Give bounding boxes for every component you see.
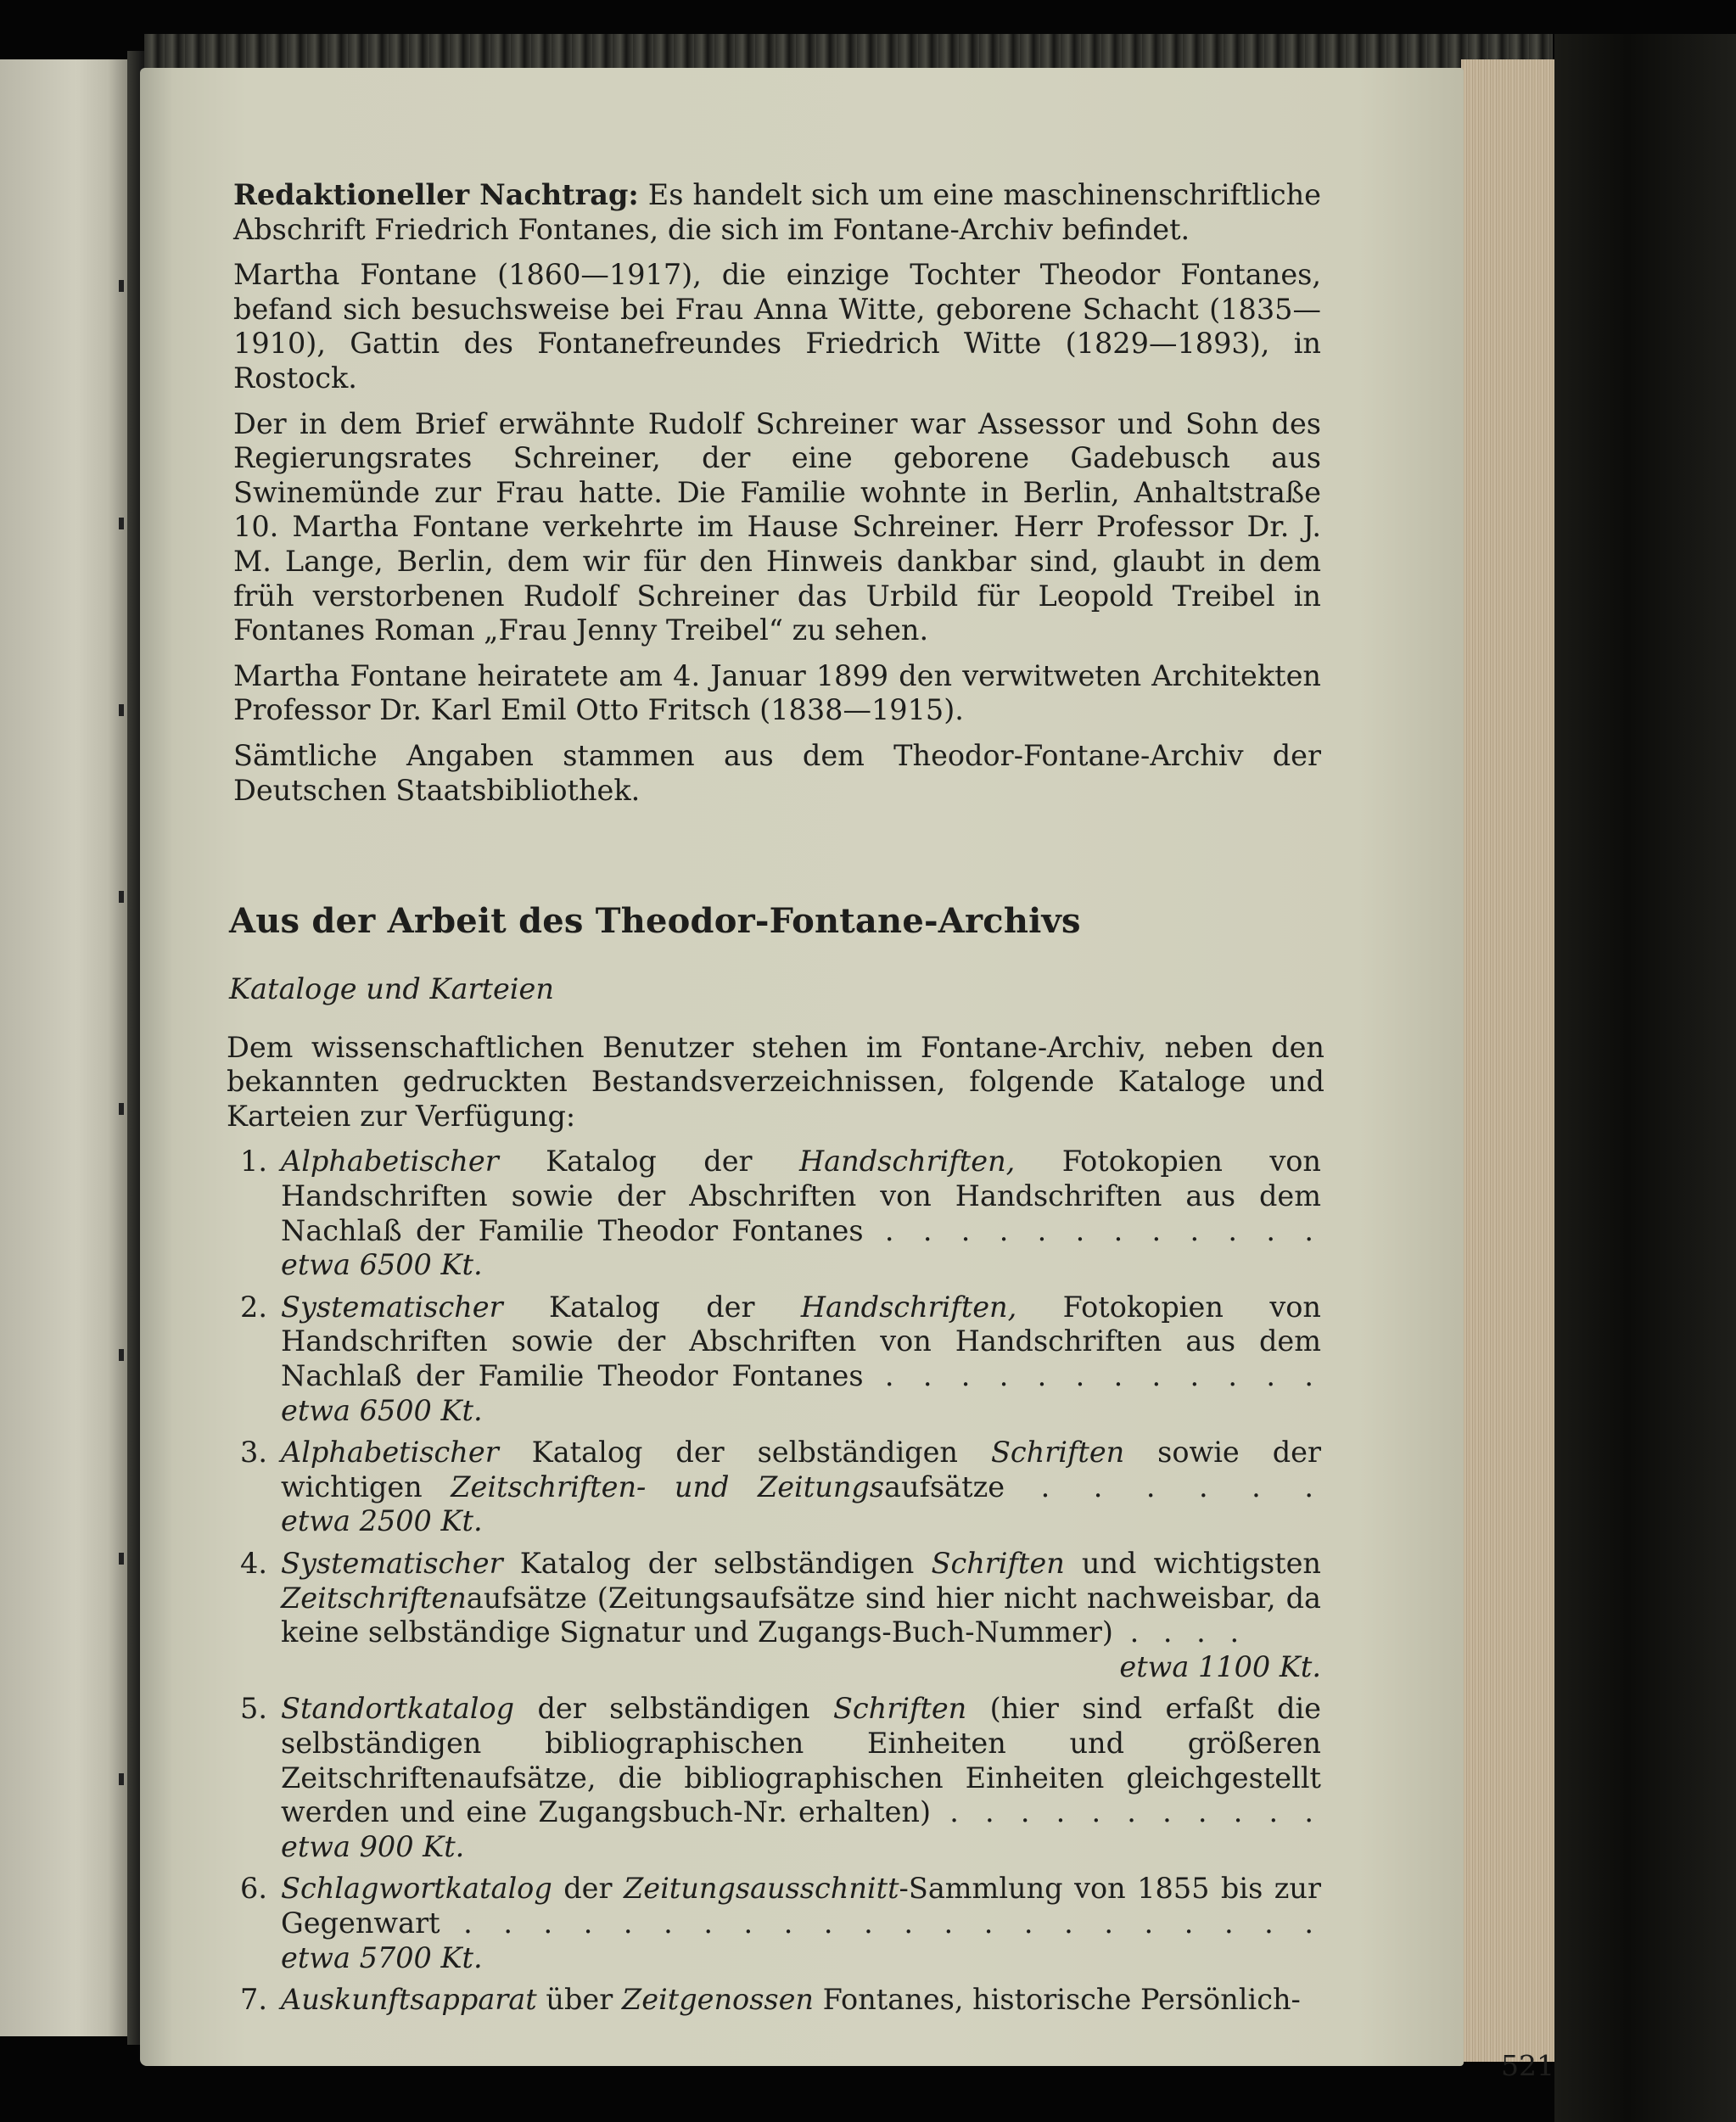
item-text: sowie der wichtigen	[281, 1436, 1321, 1503]
catalog-lead: Schlagwortkatalog	[281, 1872, 552, 1906]
item-emphasis: Zeitgenossen	[621, 1983, 814, 2017]
item-text: der	[552, 1872, 624, 1906]
list-item	[233, 1145, 1321, 1282]
list-item	[233, 1547, 1321, 1684]
leader-dots: . . . . . .	[1005, 1470, 1321, 1503]
item-text: Fontanes, historische Persönlich-	[814, 1983, 1301, 2017]
item-text: Fotokopien von Handschriften sowie der Abschriften von Handschriften aus dem Nachlaß der Familie Theodor Fontanes	[281, 1290, 1321, 1393]
left-page-edge	[0, 59, 127, 2036]
page-top-edge	[144, 34, 1553, 68]
list-number: 1.	[240, 1145, 267, 1179]
paragraph-martha: Martha Fontane (1860—1917), die einzige Tochter Theodor Fontanes, befand sich besuchsweise bei Frau Anna Witte, geborene Schacht (1835—1910), Gattin des Fontanefreundes Friedrich Witte (1829—1893), in Rostock.	[233, 258, 1321, 395]
print-mark	[119, 1553, 124, 1565]
book-cover	[1554, 34, 1736, 2122]
item-amount: etwa 900 Kt.	[281, 1829, 465, 1863]
print-mark	[119, 1349, 124, 1361]
print-mark	[119, 1103, 124, 1115]
item-text: aufsätze (Zeitungsaufsätze sind hier nicht nachweisbar, da keine selbständige Signatur und Zugangs-Buch-Nummer)	[281, 1581, 1321, 1649]
paragraph-marriage: Martha Fontane heiratete am 4. Januar 1899 den verwitweten Architekten Professor Dr. Karl Emil Otto Fritsch (1838—1915).	[233, 658, 1321, 727]
item-amount: etwa 1100 Kt.	[1119, 1649, 1321, 1683]
leader-dots: . . . . . . . . . . .	[931, 1795, 1321, 1829]
item-text: (hier sind erfaßt die selbständigen bibliographischen Einheiten und größeren Zeitschriftenaufsätze, die bibliographischen Einheiten gleichgestellt werden und eine Zugangsbuch-Nr. erhalten)	[281, 1692, 1321, 1829]
section-heading: Aus der Arbeit des Theodor-Fontane-Archivs	[229, 901, 1081, 942]
leader-dots: . . . . . . . . . . . . . . . . . . . . . .	[440, 1906, 1321, 1940]
print-mark	[119, 280, 124, 292]
list-item	[233, 1983, 1321, 2018]
amount-line	[281, 1650, 1321, 1685]
paragraph-schreiner: Der in dem Brief erwähnte Rudolf Schreiner war Assessor und Sohn des Regierungsrates Schreiner, der eine geborene Gadebusch aus Swinemünde zur Frau hatte. Die Familie wohnte in Berlin, Anhaltstraße 10. Martha Fontane verkehrte im Hause Schreiner. Herr Professor Dr. J. M. Lange, Berlin, dem wir für den Hinweis dankbar sind, glaubt in dem früh verstorbenen Rudolf Schreiner das Urbild für Leopold Treibel in Fontanes Roman „Frau Jenny Treibel“ zu sehen.	[233, 406, 1321, 647]
item-emphasis: Zeitungsausschnitt	[623, 1872, 899, 1906]
list-number: 7.	[240, 1983, 267, 2017]
list-number: 4.	[240, 1547, 267, 1580]
editorial-note-label: Redaktioneller Nachtrag:	[233, 178, 639, 211]
print-mark	[119, 891, 124, 903]
item-text: Katalog der	[498, 1145, 799, 1179]
paragraph-editorial-note	[233, 178, 1321, 247]
list-item	[233, 1436, 1321, 1539]
catalog-lead: Systematischer	[281, 1290, 503, 1324]
item-amount: etwa 6500 Kt.	[281, 1393, 483, 1427]
leader-dots: . . . . . . . . . . . .	[863, 1359, 1321, 1393]
item-text: Fotokopien von Handschriften sowie der Abschriften von Handschriften aus dem Nachlaß der Familie Theodor Fontanes	[281, 1145, 1321, 1247]
item-text: aufsätze	[884, 1470, 1005, 1503]
list-number: 2.	[240, 1290, 267, 1324]
item-amount: etwa 6500 Kt.	[281, 1248, 483, 1282]
item-text: der selbständigen	[514, 1692, 833, 1726]
item-emphasis: Zeitschriften- und Zeitungs	[451, 1470, 885, 1503]
list-item	[233, 1291, 1321, 1428]
item-text: und wichtigsten	[1064, 1547, 1321, 1580]
item-amount: etwa 5700 Kt.	[281, 1940, 483, 1974]
leader-dots: . . . . . . . . . . . .	[863, 1213, 1321, 1247]
item-amount: etwa 2500 Kt.	[281, 1504, 483, 1538]
item-emphasis: Handschriften,	[800, 1290, 1017, 1324]
item-emphasis: Zeitschriften	[281, 1581, 467, 1615]
catalog-list	[233, 1145, 1321, 2017]
list-item	[233, 1872, 1321, 1975]
item-emphasis: Schriften	[832, 1692, 967, 1726]
list-number: 3.	[240, 1436, 267, 1470]
list-number: 5.	[240, 1692, 267, 1726]
section-subheading: Kataloge und Karteien	[229, 972, 554, 1006]
item-emphasis: Schriften	[990, 1436, 1125, 1470]
catalog-lead: Systematischer	[281, 1547, 503, 1580]
leader-dots: . . . .	[1112, 1615, 1247, 1649]
editorial-note-text: Es handelt sich um eine maschinenschriftliche Abschrift Friedrich Fontanes, die sich im Fontane-Archiv befindet.	[233, 178, 1321, 246]
paragraph-sources: Sämtliche Angaben stammen aus dem Theodor-Fontane-Archiv der Deutschen Staatsbibliothek.	[233, 738, 1321, 807]
item-text: über	[536, 1983, 622, 2017]
item-emphasis: Handschriften,	[798, 1145, 1016, 1179]
section-intro: Dem wissenschaftlichen Benutzer stehen im Fontane-Archiv, neben den bekannten gedruckten Bestandsverzeichnissen, folgende Kataloge und Karteien zur Verfügung:	[227, 1030, 1324, 1133]
item-emphasis: Schriften	[931, 1547, 1065, 1580]
item-text: Katalog der	[502, 1290, 801, 1324]
print-mark	[119, 1773, 124, 1785]
page-content	[227, 178, 1554, 2082]
page-number: 521	[1501, 2049, 1554, 2082]
catalog-lead: Auskunftsapparat	[281, 1983, 537, 2017]
catalog-lead: Standortkatalog	[281, 1692, 515, 1726]
item-text: -Sammlung von 1855 bis zur Gegenwart	[281, 1872, 1321, 1940]
item-text: Katalog der selbständigen	[502, 1547, 932, 1580]
list-item	[233, 1692, 1321, 1864]
catalog-lead: Alphabetischer	[281, 1436, 499, 1470]
list-number: 6.	[240, 1872, 267, 1906]
print-mark	[119, 518, 124, 529]
print-mark	[119, 704, 124, 716]
page-stack-edges	[1461, 59, 1554, 2062]
catalog-lead: Alphabetischer	[281, 1145, 499, 1179]
item-text: Katalog der selbständigen	[498, 1436, 991, 1470]
